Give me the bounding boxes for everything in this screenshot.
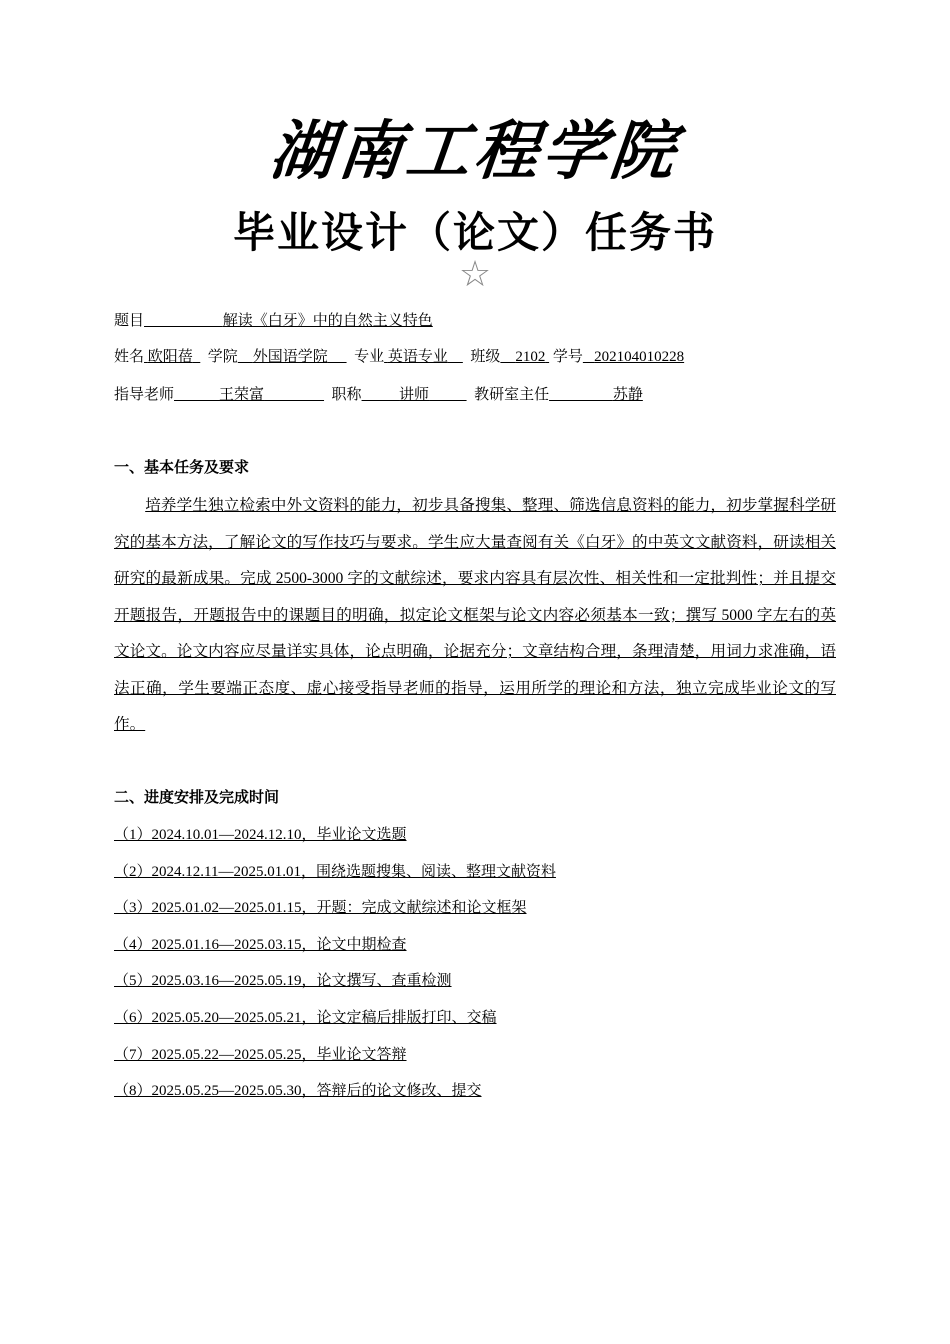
advisor-value: 王荣富 — [219, 387, 265, 403]
college-label: 学院 — [207, 349, 238, 365]
schedule-item: （1）2024.10.01—2024.12.10，毕业论文选题 — [114, 827, 407, 843]
document-title: 毕业设计（论文）任务书 — [232, 208, 717, 257]
schedule-item: （6）2025.05.20—2025.05.21，论文定稿后排版打印、交稿 — [114, 1009, 497, 1026]
major-label: 专业 — [354, 349, 385, 365]
director-value: 苏静 — [612, 387, 643, 403]
name-value: 欧阳蓓 — [147, 349, 193, 365]
major-value: 英语专业 — [387, 349, 448, 365]
schedule-item: （8）2025.05.25—2025.05.30，答辩后的论文修改、提交 — [114, 1083, 482, 1100]
tasks-paragraph: 培养学生独立检索中外文资料的能力，初步具备搜集、整理、筛选信息资料的能力，初步掌握科学研究的基本方法，了解论文的写作技巧与要求。学生应大量查阅有关《白牙》的中英文文献资料，研读相关研究的最新成果。完成 2500-3000 字的文献综述，要求内容具有层次性、相关性和一定批判性；并且提交开题报告，开题报告中的课题目的明确，拟定论文框架与论文内容必须基本一致；撰写 5000 字左右的英文论文。论文内容应尽量详实具体，论点明确，论据充分；文章结构合理，条理清楚，用词力求准确，语法正确，学生要端正态度、虚心接受指导老师的指导，运用所学的理论和方法，独立完成毕业论文的写作。 — [114, 497, 836, 733]
schedule-item: （5）2025.03.16—2025.05.19，论文撰写、查重检测 — [114, 973, 452, 990]
advisor-row — [114, 383, 643, 404]
schedule-item: （3）2025.01.02—2025.01.15，开题：完成文献综述和论文框架 — [114, 900, 527, 917]
class-label: 班级 — [470, 349, 501, 365]
school-logo-calligraphy: 湖南工程学院 — [266, 114, 683, 189]
id-label: 学号 — [552, 349, 583, 365]
schedule-item: （2）2024.12.11—2025.01.01，围绕选题搜集、阅读、整理文献资料 — [114, 863, 556, 880]
rank-label: 职称 — [331, 387, 362, 403]
topic-label: 题目 — [114, 313, 145, 329]
schedule-list — [114, 817, 556, 1110]
advisor-label: 指导老师 — [114, 387, 175, 403]
student-row — [114, 345, 684, 366]
id-value: 202104010228 — [594, 349, 685, 365]
topic-row — [114, 309, 433, 330]
section-heading-schedule: 二、进度安排及完成时间 — [114, 788, 280, 806]
star-icon: ☆ — [458, 254, 492, 295]
college-value: 外国语学院 — [252, 349, 328, 365]
name-label: 姓名 — [114, 349, 145, 365]
schedule-item: （4）2025.01.16—2025.03.15，论文中期检查 — [114, 936, 407, 953]
schedule-item: （7）2025.05.22—2025.05.25，毕业论文答辩 — [114, 1046, 407, 1063]
topic-value: 解读《白牙》中的自然主义特色 — [222, 313, 433, 329]
section-heading-tasks: 一、基本任务及要求 — [114, 458, 250, 476]
rank-value: 讲师 — [399, 387, 430, 403]
class-value: 2102 — [515, 349, 546, 365]
director-label: 教研室主任 — [474, 387, 550, 403]
